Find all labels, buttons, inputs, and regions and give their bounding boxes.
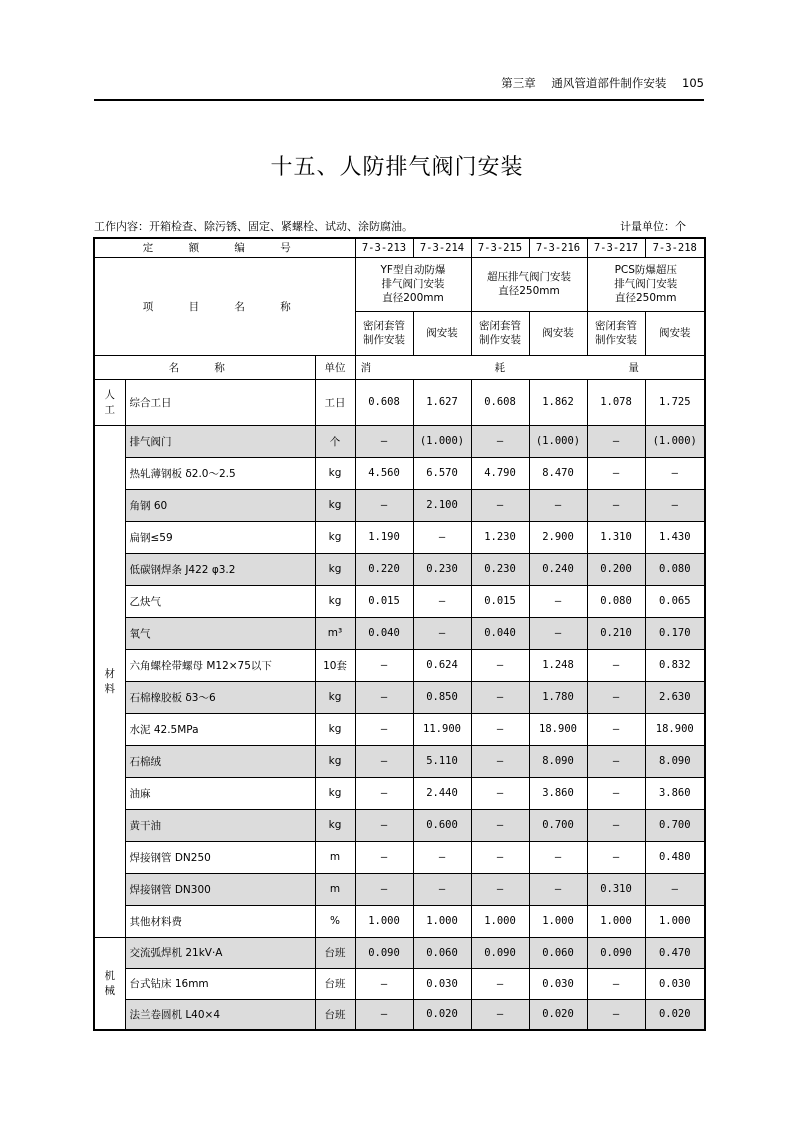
item-name: 焊接钢管 DN250 bbox=[125, 841, 315, 873]
value-cell: 5.110 bbox=[413, 745, 471, 777]
value-cell: — bbox=[587, 713, 645, 745]
table-row bbox=[94, 841, 705, 873]
item-name: 排气阀门 bbox=[125, 425, 315, 457]
value-cell: 0.624 bbox=[413, 649, 471, 681]
sub-header: 密闭套管 制作安装 bbox=[355, 311, 413, 355]
value-cell: — bbox=[587, 489, 645, 521]
value-cell: 1.248 bbox=[529, 649, 587, 681]
value-cell: 0.065 bbox=[645, 585, 705, 617]
value-cell: 0.850 bbox=[413, 681, 471, 713]
item-name: 石棉橡胶板 δ3～6 bbox=[125, 681, 315, 713]
item-unit: kg bbox=[315, 713, 355, 745]
table-row bbox=[94, 521, 705, 553]
item-unit: kg bbox=[315, 777, 355, 809]
value-cell: 1.627 bbox=[413, 379, 471, 425]
item-name: 台式钻床 16mm bbox=[125, 968, 315, 999]
section-title: 十五、人防排气阀门安装 bbox=[270, 155, 524, 180]
value-cell: 8.470 bbox=[529, 457, 587, 489]
group-header: PCS防爆超压 排气阀门安装 直径250mm bbox=[587, 257, 705, 311]
value-cell: 0.015 bbox=[355, 585, 413, 617]
value-cell: 1.430 bbox=[645, 521, 705, 553]
value-cell: 0.832 bbox=[645, 649, 705, 681]
col-unit-header: 单位 bbox=[315, 355, 355, 379]
value-cell: 0.060 bbox=[413, 937, 471, 968]
value-cell: 0.090 bbox=[355, 937, 413, 968]
value-cell: 0.030 bbox=[645, 968, 705, 999]
value-cell: — bbox=[471, 425, 529, 457]
value-cell: 0.080 bbox=[645, 553, 705, 585]
item-unit: kg bbox=[315, 457, 355, 489]
value-cell: 0.608 bbox=[471, 379, 529, 425]
item-unit: m³ bbox=[315, 617, 355, 649]
item-name: 六角螺栓带螺母 M12×75以下 bbox=[125, 649, 315, 681]
category-label: 材 bbox=[104, 668, 115, 680]
value-cell: — bbox=[587, 841, 645, 873]
work-content-line bbox=[94, 218, 704, 234]
value-cell: 0.170 bbox=[645, 617, 705, 649]
item-unit: kg bbox=[315, 585, 355, 617]
unit-note: 计量单位：个 bbox=[620, 220, 686, 233]
category-label: 人 bbox=[104, 389, 115, 401]
table-row bbox=[94, 489, 705, 521]
table-row bbox=[94, 425, 705, 457]
value-cell: 2.900 bbox=[529, 521, 587, 553]
group-header: YF型自动防爆 排气阀门安装 直径200mm bbox=[355, 257, 471, 311]
value-cell: 3.860 bbox=[645, 777, 705, 809]
item-name: 氧气 bbox=[125, 617, 315, 649]
value-cell: 1.310 bbox=[587, 521, 645, 553]
category-cell-machine bbox=[94, 937, 125, 1030]
value-cell: — bbox=[471, 968, 529, 999]
category-cell-material bbox=[94, 425, 125, 937]
value-cell: — bbox=[529, 585, 587, 617]
value-cell: 2.100 bbox=[413, 489, 471, 521]
value-cell: — bbox=[529, 841, 587, 873]
value-cell: 0.480 bbox=[645, 841, 705, 873]
code-cell: 7-3-218 bbox=[645, 238, 705, 257]
item-name: 石棉绒 bbox=[125, 745, 315, 777]
sub-header: 密闭套管 制作安装 bbox=[471, 311, 529, 355]
value-cell: 4.560 bbox=[355, 457, 413, 489]
value-cell: — bbox=[355, 489, 413, 521]
value-cell: 0.200 bbox=[587, 553, 645, 585]
table-row bbox=[94, 617, 705, 649]
table-row bbox=[94, 905, 705, 937]
item-unit: 台班 bbox=[315, 937, 355, 968]
code-cell: 7-3-217 bbox=[587, 238, 645, 257]
value-cell: 0.020 bbox=[529, 999, 587, 1030]
sub-header: 密闭套管 制作安装 bbox=[587, 311, 645, 355]
table-row bbox=[94, 649, 705, 681]
value-cell: 1.230 bbox=[471, 521, 529, 553]
header-rule bbox=[94, 99, 704, 101]
project-name-label: 项 目 名 称 bbox=[94, 257, 355, 355]
value-cell: — bbox=[471, 873, 529, 905]
item-name: 法兰卷圆机 L40×4 bbox=[125, 999, 315, 1030]
value-cell: — bbox=[587, 649, 645, 681]
value-cell: 0.040 bbox=[355, 617, 413, 649]
value-cell: — bbox=[471, 489, 529, 521]
item-name: 低碳钢焊条 J422 φ3.2 bbox=[125, 553, 315, 585]
item-unit: 台班 bbox=[315, 999, 355, 1030]
item-name: 油麻 bbox=[125, 777, 315, 809]
item-name: 热轧薄钢板 δ2.0～2.5 bbox=[125, 457, 315, 489]
category-label: 械 bbox=[104, 985, 115, 998]
value-cell: (1.000) bbox=[529, 425, 587, 457]
value-cell: — bbox=[587, 681, 645, 713]
value-cell: — bbox=[645, 489, 705, 521]
value-cell: — bbox=[413, 521, 471, 553]
value-cell: 0.310 bbox=[587, 873, 645, 905]
value-cell: — bbox=[587, 968, 645, 999]
value-cell: — bbox=[645, 873, 705, 905]
code-cell: 7-3-213 bbox=[355, 238, 413, 257]
item-unit: m bbox=[315, 841, 355, 873]
value-cell: 0.030 bbox=[413, 968, 471, 999]
table-row bbox=[94, 745, 705, 777]
value-cell: — bbox=[529, 617, 587, 649]
code-cell: 7-3-216 bbox=[529, 238, 587, 257]
value-cell: — bbox=[355, 713, 413, 745]
value-cell: 0.210 bbox=[587, 617, 645, 649]
category-label: 料 bbox=[104, 683, 115, 695]
running-header bbox=[94, 75, 704, 93]
chapter-number: 第三章 bbox=[501, 76, 536, 90]
value-cell: 0.080 bbox=[587, 585, 645, 617]
value-cell: — bbox=[587, 457, 645, 489]
value-cell: (1.000) bbox=[645, 425, 705, 457]
value-cell: 0.020 bbox=[413, 999, 471, 1030]
value-cell: — bbox=[471, 777, 529, 809]
category-label: 机 bbox=[104, 970, 115, 983]
value-cell: 3.860 bbox=[529, 777, 587, 809]
col-consumption-header: 消 耗 量 bbox=[355, 355, 705, 379]
table-row bbox=[94, 681, 705, 713]
value-cell: — bbox=[471, 649, 529, 681]
col-name-header: 名 称 bbox=[94, 355, 315, 379]
item-unit: 台班 bbox=[315, 968, 355, 999]
item-unit: m bbox=[315, 873, 355, 905]
value-cell: — bbox=[355, 809, 413, 841]
value-cell: 0.020 bbox=[645, 999, 705, 1030]
item-unit: 10套 bbox=[315, 649, 355, 681]
value-cell: 1.725 bbox=[645, 379, 705, 425]
table-row bbox=[94, 379, 705, 425]
value-cell: 1.000 bbox=[587, 905, 645, 937]
value-cell: — bbox=[355, 745, 413, 777]
value-cell: — bbox=[471, 681, 529, 713]
table-row bbox=[94, 873, 705, 905]
value-cell: — bbox=[587, 745, 645, 777]
value-cell: — bbox=[355, 999, 413, 1030]
group-header: 超压排气阀门安装 直径250mm bbox=[471, 257, 587, 311]
value-cell: 0.040 bbox=[471, 617, 529, 649]
value-cell: 2.440 bbox=[413, 777, 471, 809]
table-row bbox=[94, 553, 705, 585]
value-cell: (1.000) bbox=[413, 425, 471, 457]
value-cell: 0.090 bbox=[471, 937, 529, 968]
value-cell: 1.078 bbox=[587, 379, 645, 425]
quota-table bbox=[93, 237, 706, 1031]
table-row bbox=[94, 585, 705, 617]
value-cell: 0.030 bbox=[529, 968, 587, 999]
value-cell: 0.600 bbox=[413, 809, 471, 841]
item-unit: kg bbox=[315, 745, 355, 777]
value-cell: — bbox=[355, 649, 413, 681]
value-cell: 1.862 bbox=[529, 379, 587, 425]
item-unit: kg bbox=[315, 681, 355, 713]
table-row bbox=[94, 457, 705, 489]
chapter-title: 通风管道部件制作安装 bbox=[551, 76, 667, 90]
item-unit: % bbox=[315, 905, 355, 937]
item-unit: 个 bbox=[315, 425, 355, 457]
code-cell: 7-3-215 bbox=[471, 238, 529, 257]
item-name: 扁钢≤59 bbox=[125, 521, 315, 553]
table-row bbox=[94, 713, 705, 745]
value-cell: — bbox=[355, 425, 413, 457]
item-unit: 工日 bbox=[315, 379, 355, 425]
value-cell: 4.790 bbox=[471, 457, 529, 489]
value-cell: — bbox=[471, 745, 529, 777]
item-name: 综合工日 bbox=[125, 379, 315, 425]
value-cell: 11.900 bbox=[413, 713, 471, 745]
value-cell: 18.900 bbox=[645, 713, 705, 745]
sub-header: 阀安装 bbox=[413, 311, 471, 355]
item-name: 其他材料费 bbox=[125, 905, 315, 937]
value-cell: — bbox=[471, 809, 529, 841]
value-cell: 0.700 bbox=[645, 809, 705, 841]
table-row bbox=[94, 968, 705, 999]
table-row bbox=[94, 937, 705, 968]
code-label: 定 额 编 号 bbox=[94, 238, 355, 257]
table-row bbox=[94, 809, 705, 841]
item-name: 水泥 42.5MPa bbox=[125, 713, 315, 745]
value-cell: 1.190 bbox=[355, 521, 413, 553]
value-cell: 0.240 bbox=[529, 553, 587, 585]
item-name: 黄干油 bbox=[125, 809, 315, 841]
value-cell: 1.780 bbox=[529, 681, 587, 713]
work-content: 工作内容：开箱检查、除污锈、固定、紧螺栓、试动、涂防腐油。 bbox=[94, 220, 413, 233]
value-cell: — bbox=[587, 809, 645, 841]
value-cell: — bbox=[587, 999, 645, 1030]
value-cell: 8.090 bbox=[645, 745, 705, 777]
sub-header: 阀安装 bbox=[645, 311, 705, 355]
item-unit: kg bbox=[315, 809, 355, 841]
value-cell: — bbox=[355, 681, 413, 713]
value-cell: 0.090 bbox=[587, 937, 645, 968]
value-cell: 0.220 bbox=[355, 553, 413, 585]
category-cell-labor bbox=[94, 379, 125, 425]
value-cell: — bbox=[355, 873, 413, 905]
value-cell: 0.230 bbox=[413, 553, 471, 585]
value-cell: — bbox=[471, 713, 529, 745]
group-header-row bbox=[94, 257, 705, 311]
item-unit: kg bbox=[315, 489, 355, 521]
item-name: 焊接钢管 DN300 bbox=[125, 873, 315, 905]
value-cell: — bbox=[413, 841, 471, 873]
table-row bbox=[94, 777, 705, 809]
value-cell: 1.000 bbox=[355, 905, 413, 937]
value-cell: 6.570 bbox=[413, 457, 471, 489]
item-name: 交流弧焊机 21kV·A bbox=[125, 937, 315, 968]
value-cell: — bbox=[529, 489, 587, 521]
table-row bbox=[94, 999, 705, 1030]
category-label: 工 bbox=[104, 404, 115, 416]
value-cell: — bbox=[471, 841, 529, 873]
value-cell: 0.015 bbox=[471, 585, 529, 617]
value-cell: — bbox=[587, 777, 645, 809]
value-cell: 8.090 bbox=[529, 745, 587, 777]
value-cell: — bbox=[355, 968, 413, 999]
value-cell: 0.230 bbox=[471, 553, 529, 585]
value-cell: — bbox=[587, 425, 645, 457]
page-number: 105 bbox=[682, 76, 704, 90]
sub-header: 阀安装 bbox=[529, 311, 587, 355]
code-cell: 7-3-214 bbox=[413, 238, 471, 257]
item-unit: kg bbox=[315, 553, 355, 585]
item-unit: kg bbox=[315, 521, 355, 553]
value-cell: — bbox=[355, 841, 413, 873]
value-cell: 1.000 bbox=[645, 905, 705, 937]
column-header-row bbox=[94, 355, 705, 379]
value-cell: — bbox=[529, 873, 587, 905]
value-cell: — bbox=[413, 873, 471, 905]
value-cell: — bbox=[471, 999, 529, 1030]
value-cell: — bbox=[413, 585, 471, 617]
value-cell: 1.000 bbox=[471, 905, 529, 937]
value-cell: — bbox=[355, 777, 413, 809]
value-cell: 1.000 bbox=[413, 905, 471, 937]
value-cell: 2.630 bbox=[645, 681, 705, 713]
value-cell: 0.700 bbox=[529, 809, 587, 841]
value-cell: 0.608 bbox=[355, 379, 413, 425]
item-name: 角钢 60 bbox=[125, 489, 315, 521]
value-cell: 1.000 bbox=[529, 905, 587, 937]
code-row bbox=[94, 238, 705, 257]
item-name: 乙炔气 bbox=[125, 585, 315, 617]
value-cell: — bbox=[645, 457, 705, 489]
value-cell: 0.060 bbox=[529, 937, 587, 968]
value-cell: — bbox=[413, 617, 471, 649]
value-cell: 18.900 bbox=[529, 713, 587, 745]
value-cell: 0.470 bbox=[645, 937, 705, 968]
